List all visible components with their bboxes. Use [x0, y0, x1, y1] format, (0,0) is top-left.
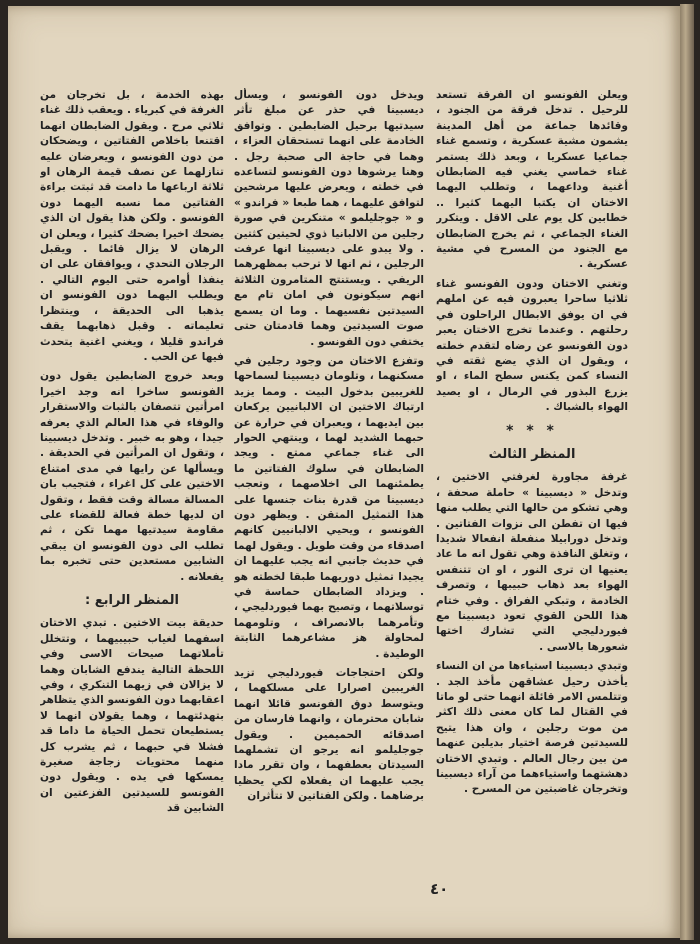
page-number: ٤٠	[430, 880, 449, 898]
right-para-3: غرفة مجاورة لغرفتي الاختين ، وتدخل « ديسبينا » حاملة صحفة ، وهي تشكو من حالها التي يطلب منها فيها ان تفطن الى نزوات الفتاتين . وتدخل دورابيلا منفعلة انفعالا شديدا ، وتغلق النافذة وهي تقول انه ما عاد يعنيها ان ترى النور ، او ان تتنفس الهواء بعد ذهاب حبيبها ، وتصرف الخادمة ، وتبكي الفراق . وفي ختام هذا اللحن القوي تعود ديسبينا مع فيوردليجي التي تشارك اختها شعورها بالاسى .	[436, 471, 628, 653]
right-para-1: ويعلن الفونسو ان الفرقة تستعد للرحيل . تدخل فرقة من الجنود ، وقائدها جماعة من أهل المدينة يشمون مشية عسكرية ، وتسمع غناء جماعيا عسكريا ، وبعد ذلك يستمر غناء خماسي يغني فيه الضابطان أغنية وداعهما ، وتطلب اليهما الاختان ان يكتبا اليهما كثيرا .. خطابين كل يوم على الاقل . ويتكرر الغناء الجماعي ، ثم يخرج الضابطان مع الجنود من المسرح في مشية عسكرية .	[436, 89, 628, 271]
middle-column	[234, 88, 424, 860]
left-para-3: حديقة بيت الاختين . تبدي الاختان اسفهما لغياب حبيبيهما ، وتتخلل تأملاتهما صيحات الاسى وفي اللحظة التالية يندفع الشابان وهما لا يزالان في زيهما التنكري ، وفي اعقابهما دون الفونسو الذي يتظاهر بتهدئتهما ، وهما يقولان انهما لا يستطيعان تحمل الحياة ما داما قد فشلا في حبهما ، ثم يشرب كل منهما محتويات زجاجة صغيرة يمسكها في يده . ويقول دون الفونسو للسيدتين الفزعتين ان الشابين قد	[40, 617, 224, 815]
left-column	[40, 88, 224, 858]
section-separator-stars: * * *	[506, 422, 558, 439]
middle-para-2: وتفزع الاختان من وجود رجلين في مسكنهما ، وتلومان ديسبينا لسماحها للغريبين بدخول البيت . ومما يزيد ارتباك الاختين ان الالبانيين يركعان بين ايديهما ، ويعبران في حرارة عن حبهما الشديد لهما ، وينتهي الحوار الى غناء جماعي ممتع . ويجد الضابطان في سلوك الفتاتين ما يطمئنهما الى اخلاصهما ، وتعجب ديسبينا من قدرة بنات جنسها على هذا التمثيل المتقن . ويظهر دون الفونسو ، ويحيي الالبانيين كانهم اصدقاء من وقت طويل . ويقول لهما في حديث جانبي انه يجب عليهما ان يجيدا تمثيل دوريهما طبقا لخطته هو . ويزداد الضابطان حماسة في توسلاتهما ، وتصيح بهما فيوردليجي ، وتأمرهما بالانصراف ، وتلومهما لمحاولة هز مشاعرهما الثابتة الوطيدة .	[234, 354, 424, 660]
left-para-1: بهذه الخدمة ، بل تخرجان من الغرفة في كبرياء . ويعقب ذلك غناء ثلاثي مرح . ويقول الضابطان انهما اقتنعا باخلاص الفتاتين ، ويضحكان من دون الفونسو ، ويعرضان عليه تنازلهما عن نصف قيمة الرهان او ثلاثة ارباعها ما دامت قد ثبتت براءة الفتاتين مما نسبه اليهما دون الفونسو . ولكن هذا يقول ان الذي يضحك اخيرا يضحك كثيرا ، ويعلن ان الرهان لا يزال قائما . ويقبل الرجلان التحدي ، ويوافقان على ان ينفذا أوامره حتى اليوم التالي . ويطلب اليهما دون الفونسو ان يذهبا الى الحديقة ، وينتظرا تعليماته . وقبل ذهابهما يقف فراندو قليلا ، ويغني اغنية يتحدث فيها عن الحب .	[40, 89, 224, 363]
scene-three-heading: المنظر الثالث	[488, 446, 576, 462]
left-para-2: وبعد خروج الضابطين يقول دون الفونسو ساخرا انه وجد اخيرا امرأتين تتصفان بالثبات والاستقرار والوفاء في هذا العالم الذي يعرفه جيدا ، وهو به خبير . وتدخل ديسبينا ، وتقول ان المرأتين في الحديقة . ويسألها عن رايها في مدى امتناع الاختين على كل اغراء ، فتجيب بان المسالة مسالة وقت فقط ، وتقول ان لديها خطة فعالة للقضاء على مقاومة سيدتيها مهما تكن ، ثم تطلب الى دون الفونسو ان يبقي الشابين مستعدين حتى تخبره بما يفعلانه .	[40, 370, 224, 583]
scene-four-heading: المنظر الرابع :	[84, 593, 179, 608]
middle-para-1: ويدخل دون الفونسو ، ويسأل ديسبينا في حذر عن مبلغ تأثر سيدتيها برحيل الضابطين . وتوافق الخادمة على انهما تستحقان العزاء ، وهما في حاجة الى صحبة رجل . وهنا يرشوها دون الفونسو لتساعده في خطته ، ويعرض عليها مرشحين لتوافق عليهما ، هما طبعا « فراندو » و « جوجليلمو » متنكرين في صورة رجلين من الالبانيا ذوي لحيتين كثتين . ولا يبدو على ديسبينا انها عرفت الرجلين ، ثم انها لا ترحب بمظهرهما الريفي . ويستنتج المتامرون الثلاثة انهم سيكونون في امان تام مع السيدتين نفسيهما . وما ان يسمع صوت السيدتين وهما قادمتان حتى يختفي دون الفونسو .	[234, 89, 424, 348]
middle-para-3: ولكن احتجاجات فيوردليجي تزيد الغريبين اصرارا على مسلكهما ، ويتوسط دوق الفونسو قائلا انهما شابان محترمان ، وانهما فارسان من اصدقائه الحميمين . ويقول جوجليلمو انه يرجو ان تشملهما السيدتان بعطفهما ، وان تقرر مادا يجب عليهما ان يفعلاه لكي يحظيا برضاهما . ولكن الفتاتين لا تتأثران	[234, 667, 424, 803]
page-edge-strip	[680, 4, 694, 940]
right-para-2: وتغني الاختان ودون الفونسو غناء ثلاثيا ساحرا يعبرون فيه عن املهم في ان يوفق الابطال الراحلون في رحلتهم . وعندما تخرج الاختان يعبر دون الفونسو عن رضاه لتقدم خطته ، ويقول ان الذي يضع ثقته في النساء كمن يكنس سطح الماء ، او يزرع البذور في الرمال ، او يصيد الهواء بالشباك .	[436, 277, 628, 414]
right-column	[436, 88, 628, 858]
right-para-4: وتبدي ديسبينا استياءها من ان النساء يأخذن رحيل عشاقهن مأخذ الجد . وتتلمس الامر قائلة انهما حتى لو ماتا في القتال لما كان معنى ذلك اكثر من موت رجلين ، وان هذا يتيح للسيدتين فرصة اختيار بديلين عنهما من بين رجال العالم . وتبدي الاختان دهشتهما واستياءهما من آراء ديسبينا وتخرجان غاضبتين من المسرح .	[436, 660, 628, 796]
